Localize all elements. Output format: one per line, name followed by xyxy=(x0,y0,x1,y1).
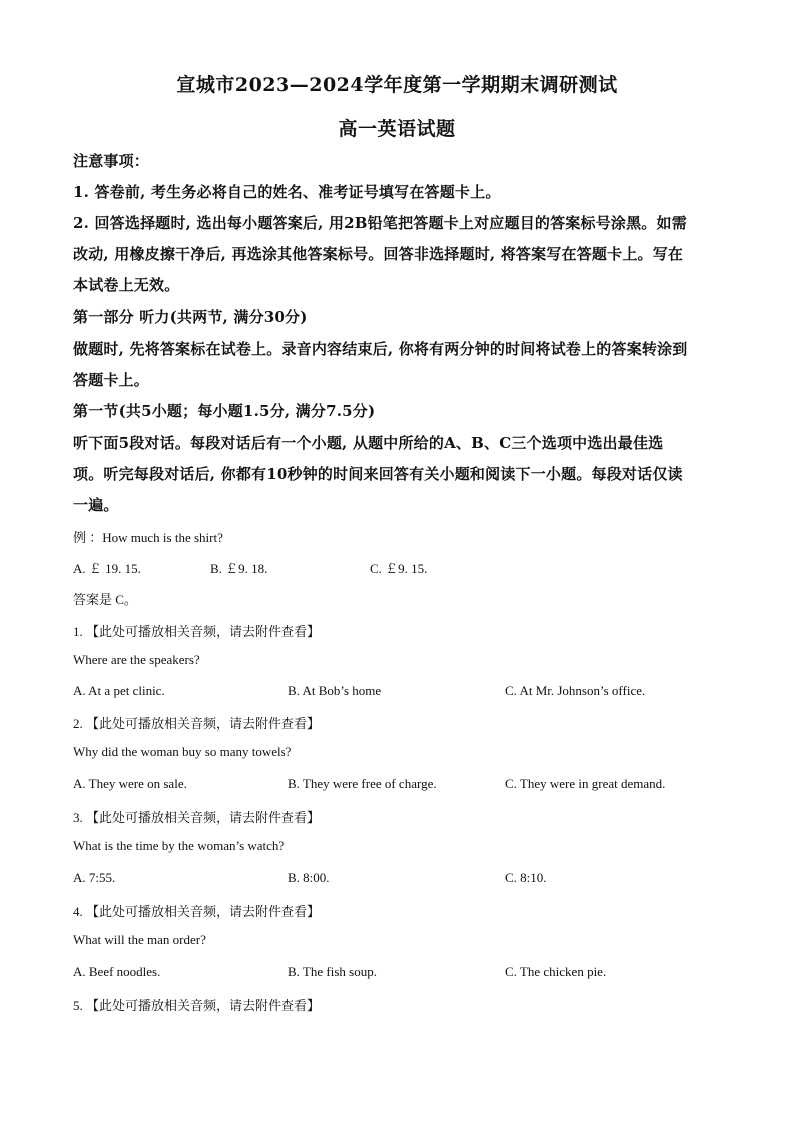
question-3-option-c: C. 8:10. xyxy=(505,870,547,885)
notes-item-2-line-1: 2. 回答选择题时, 选出每小题答案后, 用2B铅笔把答题卡上对应题目的答案标号涂黑。如需 xyxy=(73,214,687,232)
question-4-header: 4. 【此处可播放相关音频，请去附件查看】 xyxy=(73,904,321,919)
question-1-header: 1. 【此处可播放相关音频，请去附件查看】 xyxy=(73,624,321,639)
notes-heading: 注意事项： xyxy=(73,152,150,170)
question-1-option-b: B. At Bob’s home xyxy=(288,683,382,698)
section1-instruction-line-1: 听下面5段对话。每段对话后有一个小题, 从题中所给的A、B、C三个选项中选出最佳选 xyxy=(73,434,664,452)
part1-heading: 第一部分 听力(共两节, 满分30分) xyxy=(73,308,308,326)
question-3-option-b: B. 8:00. xyxy=(288,870,330,885)
question-1-text: Where are the speakers? xyxy=(73,652,200,667)
notes-item-2-line-2: 改动, 用橡皮擦干净后, 再选涂其他答案标号。回答非选择题时, 将答案写在答题卡上。写在 xyxy=(73,245,684,263)
example-answer: 答案是 C。 xyxy=(73,592,137,607)
example-option-a: A. ￡ 19. 15. xyxy=(73,561,141,576)
section1-instruction-line-3: 一遍。 xyxy=(73,496,119,514)
part1-instruction-line-1: 做题时, 先将答案标在试卷上。录音内容结束后, 你将有两分钟的时间将试卷上的答案转涂到 xyxy=(73,340,688,358)
section1-instruction-line-2: 项。听完每段对话后, 你都有10秒钟的时间来回答有关小题和阅读下一小题。每段对话仅读 xyxy=(73,465,683,483)
question-1-option-c: C. At Mr. Johnson’s office. xyxy=(505,683,646,698)
example-question: 例 ：How much is the shirt? xyxy=(73,530,223,545)
question-3-option-a: A. 7:55. xyxy=(73,870,116,885)
question-1-option-a: A. At a pet clinic. xyxy=(73,683,165,698)
exam-title: 宣城市2023—2024学年度第一学期期末调研测试 xyxy=(176,74,618,96)
question-2-option-b: B. They were free of charge. xyxy=(288,776,437,791)
part1-instruction-line-2: 答题卡上。 xyxy=(73,371,150,389)
section1-heading: 第一节(共5小题；每小题1.5分, 满分7.5分) xyxy=(73,402,376,420)
question-4-option-a: A. Beef noodles. xyxy=(73,964,161,979)
example-option-c: C. ￡9. 15. xyxy=(370,561,428,576)
question-2-header: 2. 【此处可播放相关音频，请去附件查看】 xyxy=(73,716,321,731)
example-option-b: B. ￡9. 18. xyxy=(210,561,268,576)
question-4-option-b: B. The fish soup. xyxy=(288,964,377,979)
question-5-header: 5. 【此处可播放相关音频，请去附件查看】 xyxy=(73,998,321,1013)
question-4-option-c: C. The chicken pie. xyxy=(505,964,607,979)
notes-item-1: 1. 答卷前, 考生务必将自己的姓名、准考证号填写在答题卡上。 xyxy=(73,183,501,201)
question-2-option-c: C. They were in great demand. xyxy=(505,776,666,791)
question-3-header: 3. 【此处可播放相关音频，请去附件查看】 xyxy=(73,810,321,825)
question-4-text: What will the man order? xyxy=(73,932,206,947)
question-2-option-a: A. They were on sale. xyxy=(73,776,187,791)
question-3-text: What is the time by the woman’s watch? xyxy=(73,838,285,853)
exam-subtitle: 高一英语试题 xyxy=(338,118,456,140)
notes-item-2-line-3: 本试卷上无效。 xyxy=(73,276,180,294)
question-2-text: Why did the woman buy so many towels? xyxy=(73,744,292,759)
